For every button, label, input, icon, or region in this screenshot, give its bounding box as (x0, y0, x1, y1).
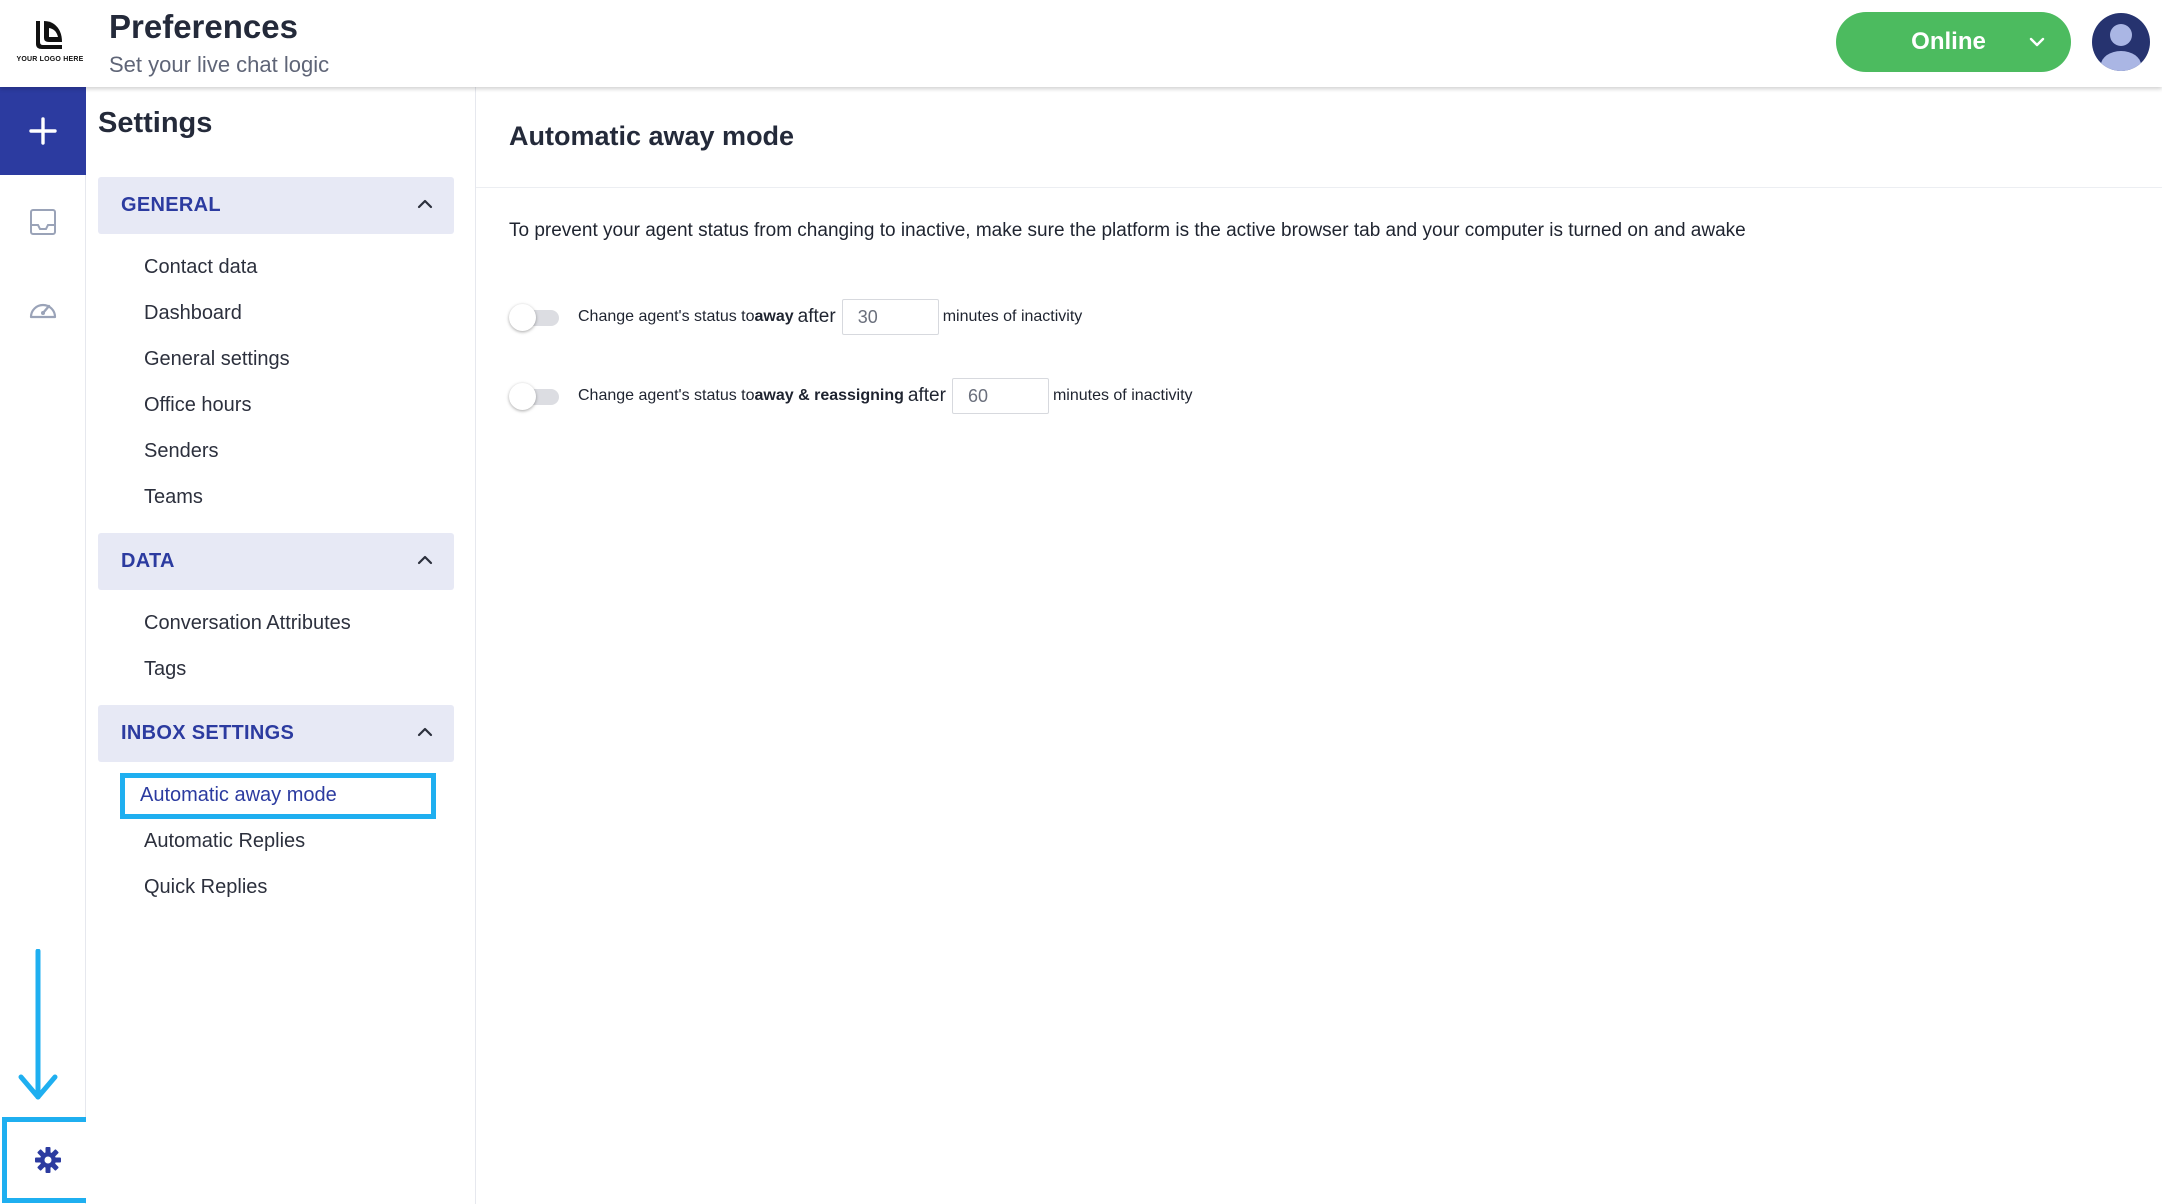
add-button[interactable] (0, 87, 86, 175)
nav-item-dashboard[interactable]: Dashboard (144, 302, 242, 324)
nav-item-tags[interactable]: Tags (144, 658, 187, 680)
nav-item-conversation-attributes[interactable]: Conversation Attributes (144, 612, 351, 634)
logo-text: YOUR LOGO HERE (16, 56, 84, 63)
nav-item-automatic-away-mode[interactable]: Automatic away mode (120, 773, 436, 819)
dashboard-gauge-icon[interactable] (26, 293, 60, 327)
nav-item-senders[interactable]: Senders (144, 440, 219, 462)
rule-prefix: Change agent's status to (578, 387, 755, 404)
agent-status-label: Online (1911, 28, 1986, 55)
nav-item-teams[interactable]: Teams (144, 486, 203, 508)
rule-suffix: minutes of inactivity (942, 308, 1083, 325)
settings-title: Settings (98, 107, 213, 139)
logo-icon (32, 18, 66, 52)
settings-nav (86, 87, 476, 1204)
settings-gear-icon (33, 1145, 63, 1175)
section-data-header[interactable] (98, 533, 454, 590)
rule-after: after (907, 385, 946, 406)
nav-item-contact-data[interactable]: Contact data (144, 256, 258, 278)
section-data-label: DATA (121, 550, 175, 572)
chevron-up-icon (416, 551, 434, 569)
user-silhouette-icon (2092, 13, 2150, 71)
section-general-label: GENERAL (121, 194, 221, 216)
company-logo (10, 18, 84, 70)
inbox-icon[interactable] (26, 205, 60, 239)
chevron-up-icon (416, 195, 434, 213)
chevron-down-icon (2029, 34, 2045, 50)
rule-status: away (754, 308, 794, 325)
rule-suffix: minutes of inactivity (1052, 387, 1193, 404)
page-title: Preferences (109, 8, 298, 45)
rule-after: after (797, 306, 836, 327)
nav-item-automatic-replies[interactable]: Automatic Replies (144, 830, 306, 852)
away-minutes-input[interactable] (842, 299, 939, 335)
rule-prefix: Change agent's status to (578, 308, 755, 325)
settings-gear-button[interactable] (2, 1117, 94, 1203)
section-title: Automatic away mode (509, 121, 795, 151)
arrow-down-icon (18, 949, 58, 1103)
left-rail (0, 87, 86, 1204)
add-icon (28, 116, 58, 146)
page-subtitle: Set your live chat logic (109, 52, 330, 77)
top-header (0, 0, 2162, 87)
main-header (476, 87, 2162, 188)
away-toggle[interactable] (509, 306, 561, 328)
nav-item-general-settings[interactable]: General settings (144, 348, 290, 370)
agent-status-dropdown[interactable] (1836, 12, 2071, 72)
section-inbox-settings-header[interactable] (98, 705, 454, 762)
away-reassigning-rule-row (509, 378, 1193, 414)
chevron-up-icon (416, 723, 434, 741)
section-inbox-settings-label: INBOX SETTINGS (121, 722, 295, 744)
toggle-knob (509, 383, 536, 410)
nav-item-quick-replies[interactable]: Quick Replies (144, 876, 268, 898)
section-general-header[interactable] (98, 177, 454, 234)
nav-item-office-hours[interactable]: Office hours (144, 394, 252, 416)
user-avatar-icon[interactable] (2092, 13, 2150, 71)
main-content (476, 87, 2162, 1204)
away-reassigning-toggle[interactable] (509, 385, 561, 407)
away-reassigning-minutes-input[interactable] (952, 378, 1049, 414)
away-rule-row (509, 299, 1082, 335)
intro-text: To prevent your agent status from changing to inactive, make sure the platform is the active browser tab and your computer is turned on and awake (509, 220, 1746, 241)
toggle-knob (509, 304, 536, 331)
rule-status: away & reassigning (754, 387, 904, 404)
